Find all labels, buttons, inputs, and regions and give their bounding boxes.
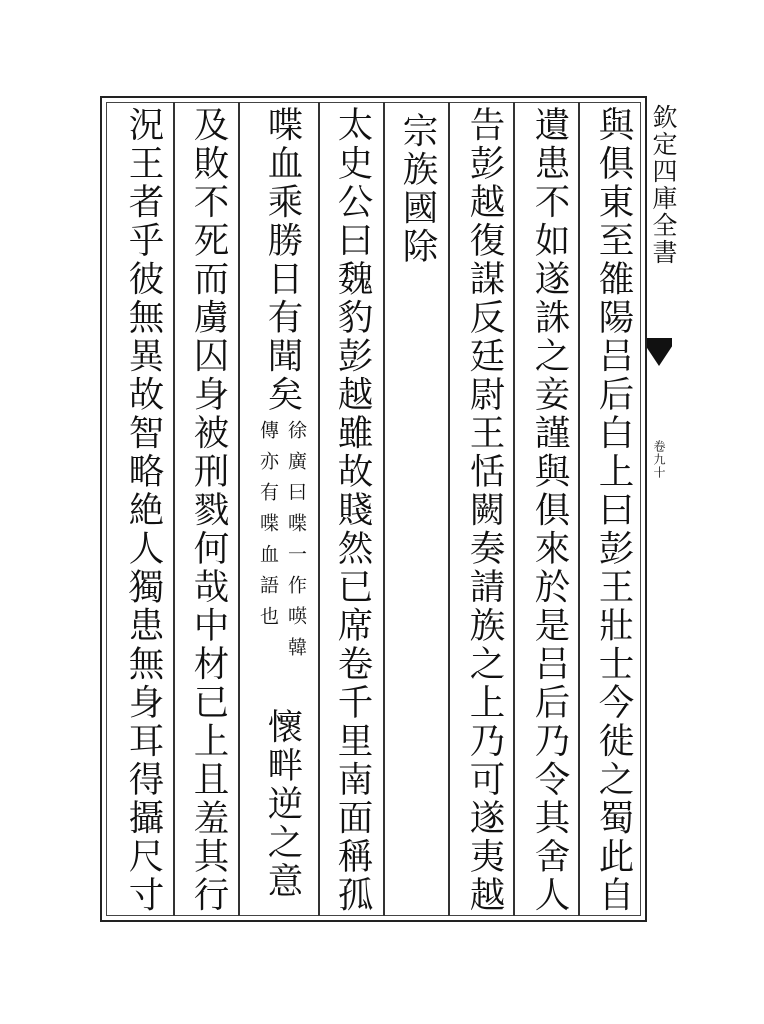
text-column-7: 及敗不死而虜囚身被刑戮何哉中材已上且羞其行 xyxy=(188,106,229,915)
text-column-4: 宗族國除 xyxy=(397,112,438,266)
column-rule xyxy=(238,102,240,916)
column-rule xyxy=(513,102,515,916)
column-rule xyxy=(578,102,580,916)
margin-title-block xyxy=(646,96,677,341)
text-column-5: 太史公曰魏豹彭越雖故賤然已席卷千里南面稱孤 xyxy=(332,106,373,915)
text-column-8: 況王者乎彼無異故智略絶人獨患無身耳得攝尺寸 xyxy=(123,106,164,915)
text-column-1: 與俱東至雒陽吕后白上曰彭王壯士今徙之蜀此自 xyxy=(593,106,634,915)
book-series-title: 欽定四庫全書 xyxy=(649,104,678,266)
fishtail-mark xyxy=(646,338,672,366)
text-column-6a: 喋血乘勝日有聞矣 xyxy=(262,106,303,414)
annotation-line-2: 傳亦有喋血語也 xyxy=(257,420,279,637)
text-column-2: 遺患不如遂誅之妾謹與俱來於是吕后乃令其舍人 xyxy=(529,106,570,915)
text-column-6b: 懷畔逆之意 xyxy=(262,708,303,901)
column-rule xyxy=(383,102,385,916)
column-rule xyxy=(173,102,175,916)
juan-label: 卷九十 xyxy=(652,440,666,479)
column-rule xyxy=(448,102,450,916)
annotation-line-1: 徐廣曰喋一作𠸄韓 xyxy=(285,420,307,668)
text-column-3: 告彭越復謀反廷尉王恬闕奏請族之上乃可遂夷越 xyxy=(464,106,505,915)
column-rule xyxy=(318,102,320,916)
